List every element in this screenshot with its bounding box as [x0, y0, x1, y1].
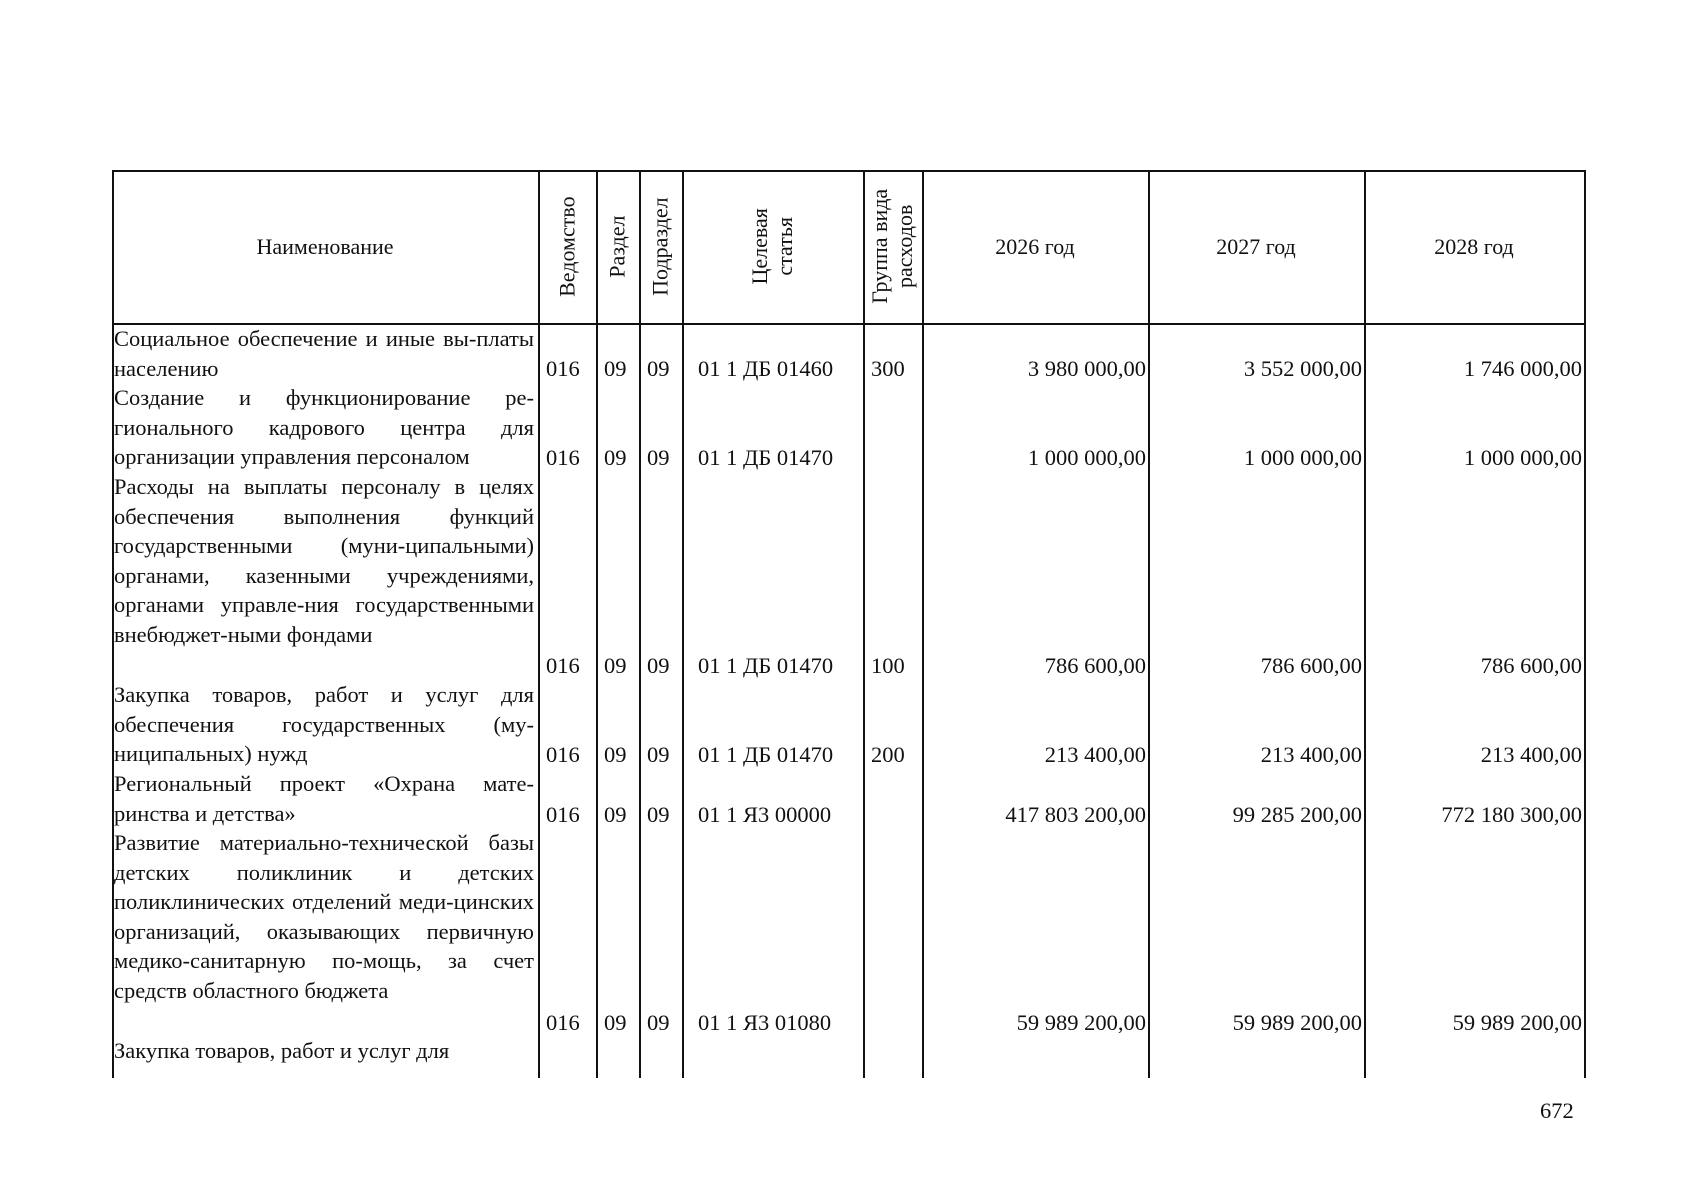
row-name: Расходы на выплаты персоналу в целях обеспечения выполнения функций государственными (муни-ципальными) органами, казенными учреждениями, органами управле-ния государственными внебюджет-ными фондами: [114, 474, 534, 647]
row-podrazdel: 09: [647, 445, 670, 470]
row-vedomstvo: 016: [546, 742, 580, 767]
row-podrazdel: 09: [647, 356, 670, 381]
header-name: Наименование: [256, 233, 394, 259]
row-podrazdel: 09: [647, 653, 670, 678]
row-2028: 1 000 000,00: [1463, 445, 1582, 470]
row-vedomstvo: 016: [546, 653, 580, 678]
header-celevaya-statya: Целевая статья: [747, 208, 798, 285]
row-podrazdel: 09: [647, 802, 670, 827]
row-2028: 786 600,00: [1480, 653, 1582, 678]
row-2026: 59 989 200,00: [1016, 1010, 1146, 1035]
row-vedomstvo: 016: [546, 356, 580, 381]
row-celevaya: 01 1 ДБ 01470: [698, 445, 834, 470]
page-number: 672: [1540, 1098, 1574, 1123]
row-razdel: 09: [604, 742, 627, 767]
row-2027: 1 000 000,00: [1243, 445, 1362, 470]
row-razdel: 09: [604, 1010, 627, 1035]
row-vedomstvo: 016: [546, 802, 580, 827]
row-celevaya: 01 1 Я3 00000: [698, 802, 832, 827]
row-2026: 3 980 000,00: [1027, 356, 1146, 381]
row-2026: 1 000 000,00: [1027, 445, 1146, 470]
budget-table: [112, 170, 1586, 1078]
row-gruppa: 100: [871, 653, 905, 678]
row-name: Развитие материально-технической базы детских поликлиник и детских поликлинических отделений меди-цинских организаций, оказывающих первичную медико-санитарную по-мощь, за счет средств областного бюджета: [114, 830, 534, 1003]
row-2028: 213 400,00: [1480, 742, 1582, 767]
row-celevaya: 01 1 Я3 01080: [698, 1010, 832, 1035]
row-razdel: 09: [604, 653, 627, 678]
row-2028: 59 989 200,00: [1452, 1010, 1582, 1035]
row-2027: 99 285 200,00: [1232, 802, 1362, 827]
row-name: Региональный проект «Охрана мате-ринства и детства»: [114, 771, 534, 826]
row-vedomstvo: 016: [546, 1010, 580, 1035]
row-name: Создание и функционирование ре-гионального кадрового центра для организации управления персоналом: [114, 385, 534, 470]
col-border: [1584, 170, 1586, 1078]
row-razdel: 09: [604, 802, 627, 827]
header-2026: 2026 год: [995, 233, 1075, 259]
row-name: Закупка товаров, работ и услуг для обеспечения государственных (му-ниципальных) нужд: [114, 682, 534, 767]
row-2027: 3 552 000,00: [1243, 356, 1362, 381]
row-2027: 213 400,00: [1260, 742, 1362, 767]
row-2026: 213 400,00: [1044, 742, 1146, 767]
row-gruppa: 300: [871, 356, 905, 381]
row-gruppa: 200: [871, 742, 905, 767]
row-celevaya: 01 1 ДБ 01460: [698, 356, 834, 381]
header-podrazdel: Подраздел: [647, 197, 673, 296]
row-2027: 786 600,00: [1260, 653, 1362, 678]
row-name: Социальное обеспечение и иные вы-платы населению: [114, 326, 534, 381]
header-gruppa-vida-rashodov: Группа вида расходов: [867, 189, 918, 304]
row-podrazdel: 09: [647, 742, 670, 767]
header-vedomstvo: Ведомство: [554, 196, 580, 297]
row-name: Закупка товаров, работ и услуг для: [114, 1038, 450, 1063]
row-2027: 59 989 200,00: [1232, 1010, 1362, 1035]
row-celevaya: 01 1 ДБ 01470: [698, 742, 834, 767]
row-2026: 786 600,00: [1044, 653, 1146, 678]
header-2027: 2027 год: [1216, 233, 1296, 259]
row-celevaya: 01 1 ДБ 01470: [698, 653, 834, 678]
row-podrazdel: 09: [647, 1010, 670, 1035]
row-vedomstvo: 016: [546, 445, 580, 470]
header-razdel: Раздел: [604, 215, 630, 278]
row-2028: 1 746 000,00: [1463, 356, 1582, 381]
header-2028: 2028 год: [1434, 233, 1514, 259]
row-2028: 772 180 300,00: [1441, 802, 1582, 827]
row-razdel: 09: [604, 445, 627, 470]
row-2026: 417 803 200,00: [1005, 802, 1146, 827]
row-razdel: 09: [604, 356, 627, 381]
